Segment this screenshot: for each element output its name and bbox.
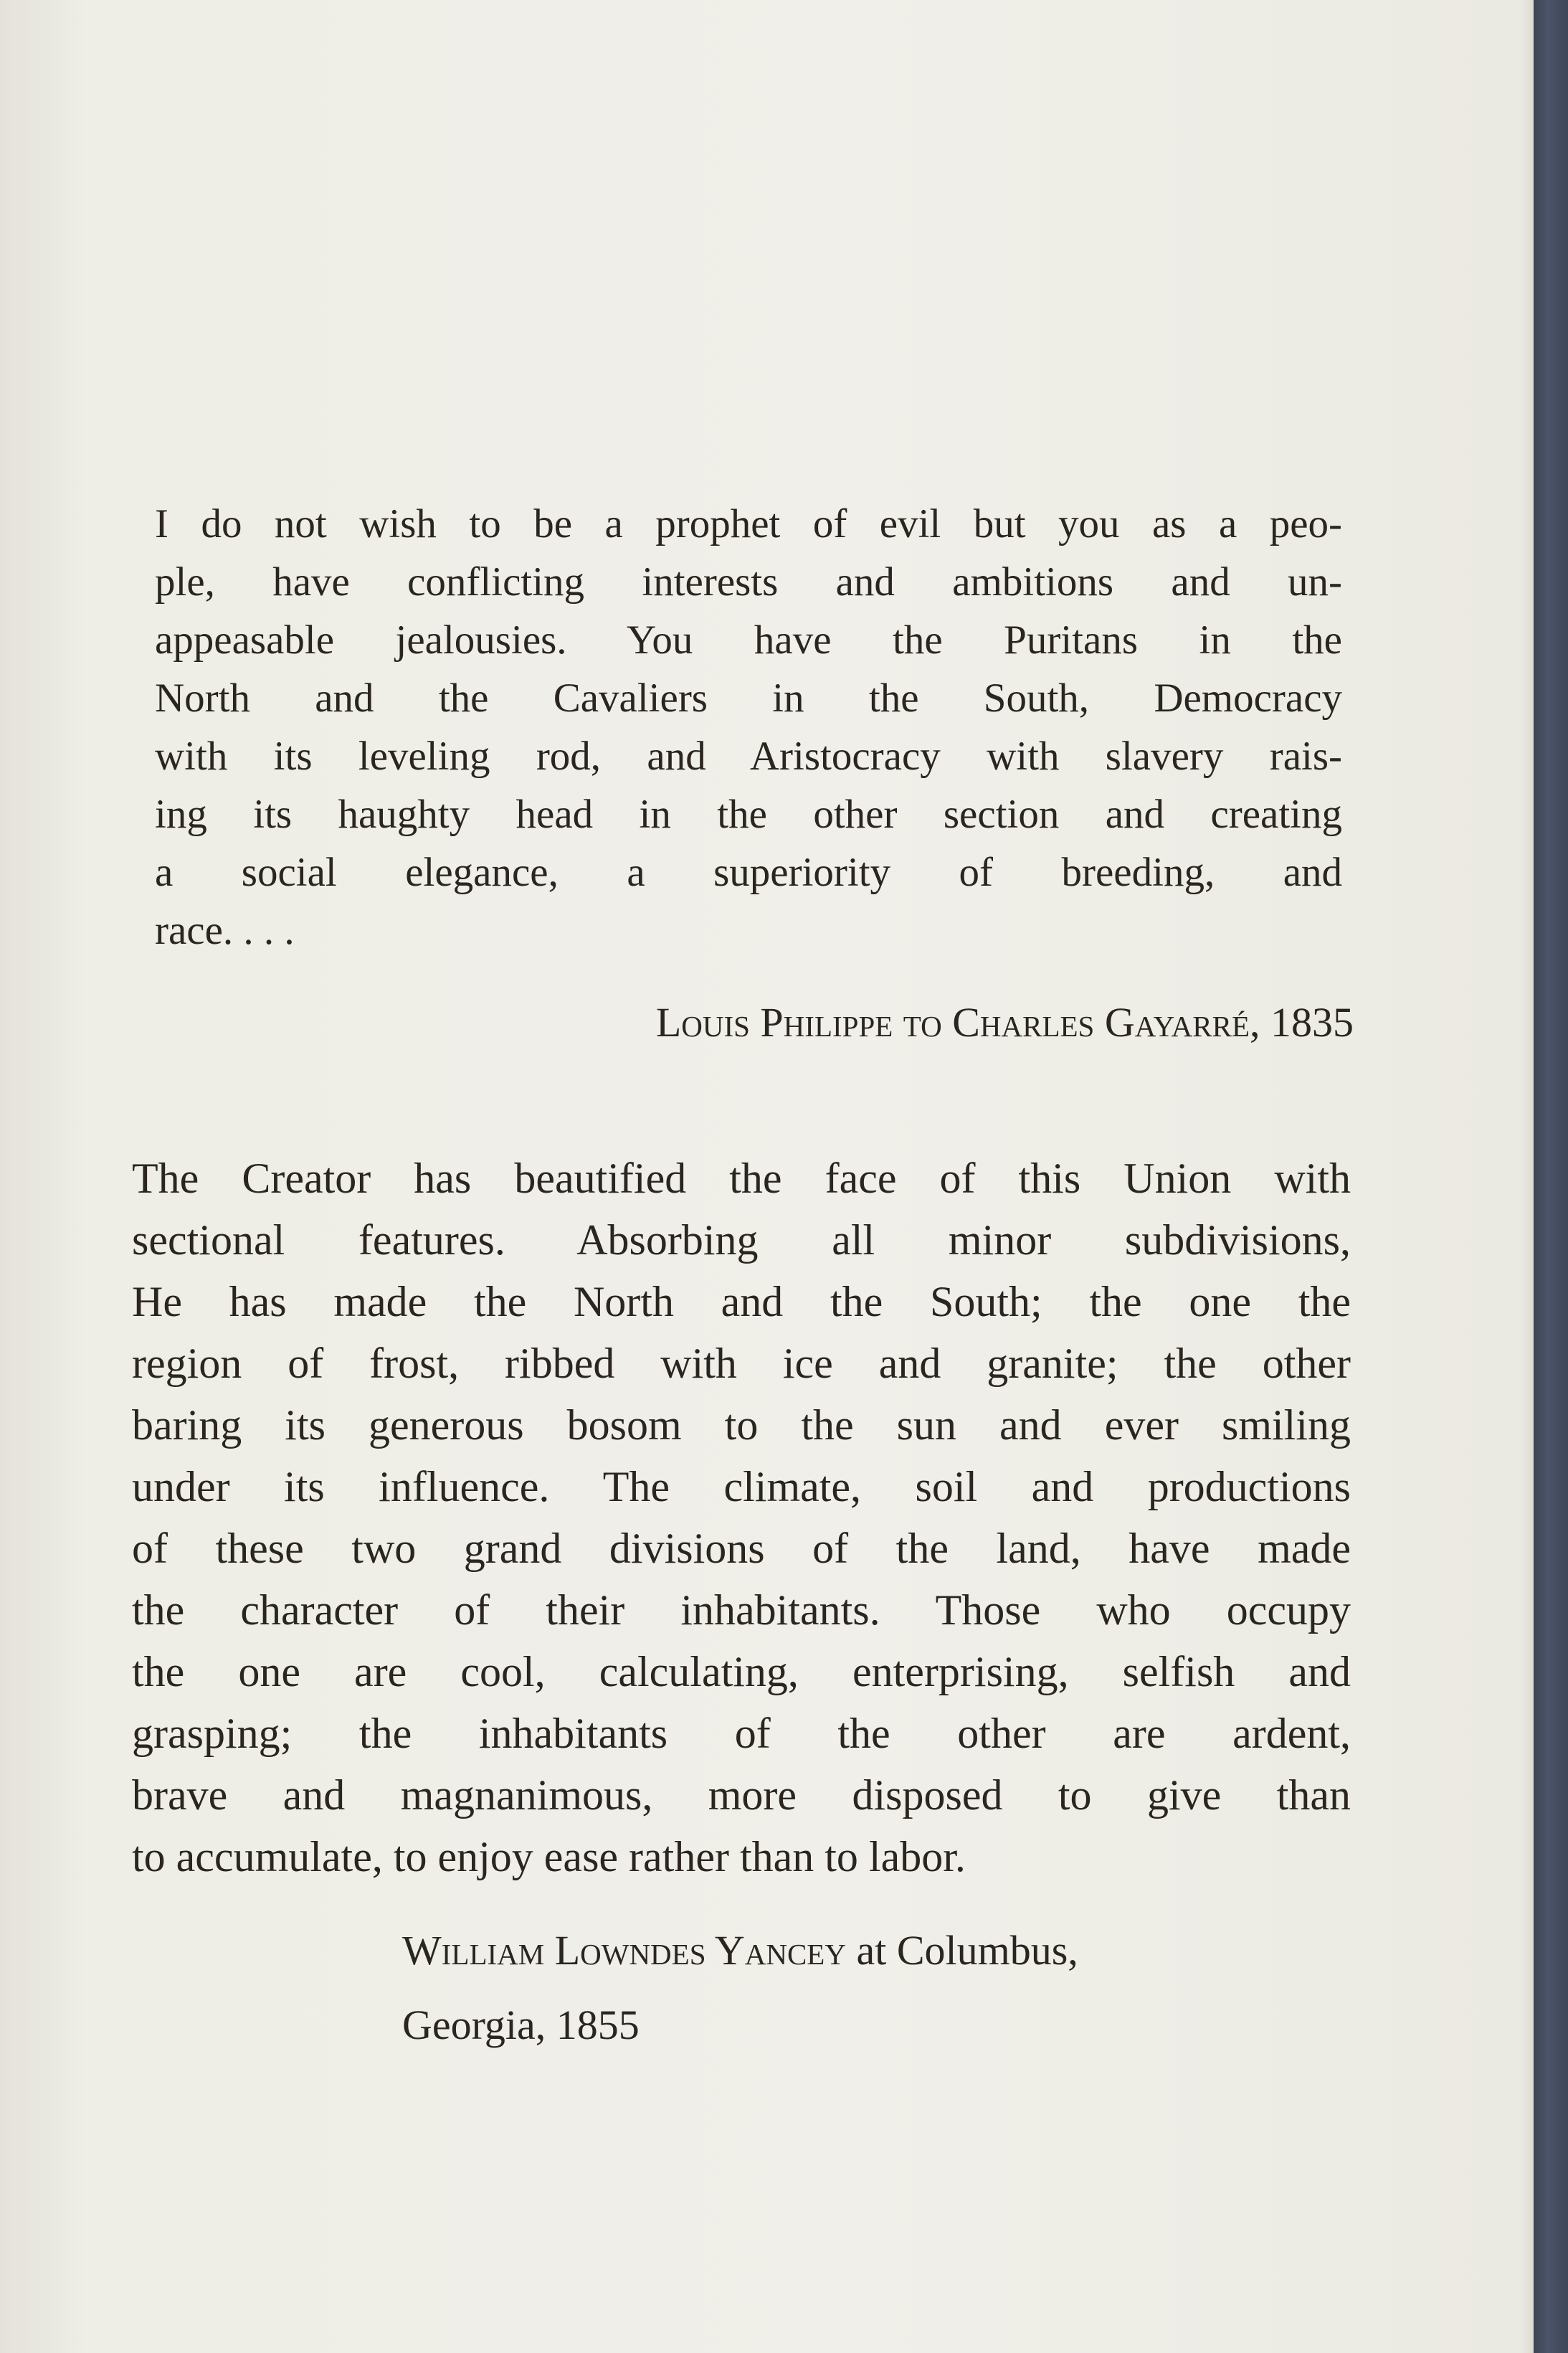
quote-line: The Creator has beautified the face of this Union with	[132, 1155, 1351, 1202]
quote-line: ing its haughty head in the other section and creating	[155, 792, 1342, 837]
attribution-name: William Lowndes Yancey	[402, 1927, 846, 1974]
quote-line: He has made the North and the South; the one the	[132, 1278, 1351, 1325]
quote-line: ple, have conflicting interests and ambitions and un-	[155, 559, 1342, 605]
attribution-place: at Columbus,	[845, 1927, 1078, 1974]
quote-line: race. . . .	[155, 908, 295, 953]
attribution-place-date: Georgia, 1855	[402, 2002, 640, 2048]
quote-line: of these two grand divisions of the land, have made	[132, 1525, 1351, 1572]
quote-line: North and the Cavaliers in the South, Democracy	[155, 676, 1342, 721]
quote-line: the one are cool, calculating, enterprising, selfish and	[132, 1648, 1351, 1695]
quote-line: the character of their inhabitants. Those who occupy	[132, 1586, 1351, 1634]
quote-line: under its influence. The climate, soil and productions	[132, 1463, 1351, 1510]
epigraph-quote-1	[155, 495, 1342, 960]
quote-line: with its leveling rod, and Aristocracy with slavery rais-	[155, 734, 1342, 779]
quote-line: to accumulate, to enjoy ease rather than to labor.	[132, 1833, 966, 1880]
quote-line: grasping; the inhabitants of the other are ardent,	[132, 1710, 1351, 1757]
attribution-1: Louis Philippe to Charles Gayarré, 1835	[655, 999, 1354, 1046]
attribution-2	[402, 1913, 1349, 2063]
quote-line: brave and magnanimous, more disposed to give than	[132, 1771, 1351, 1819]
book-cover-edge	[1534, 0, 1568, 2353]
quote-line: sectional features. Absorbing all minor subdivisions,	[132, 1216, 1351, 1264]
quote-line: baring its generous bosom to the sun and ever smiling	[132, 1401, 1351, 1449]
quote-line: appeasable jealousies. You have the Puritans in the	[155, 617, 1342, 663]
quote-line: I do not wish to be a prophet of evil but you as a peo-	[155, 501, 1342, 546]
quote-line: region of frost, ribbed with ice and granite; the other	[132, 1340, 1351, 1387]
quote-line: a social elegance, a superiority of breeding, and	[155, 850, 1342, 895]
epigraph-quote-2	[132, 1147, 1351, 1888]
